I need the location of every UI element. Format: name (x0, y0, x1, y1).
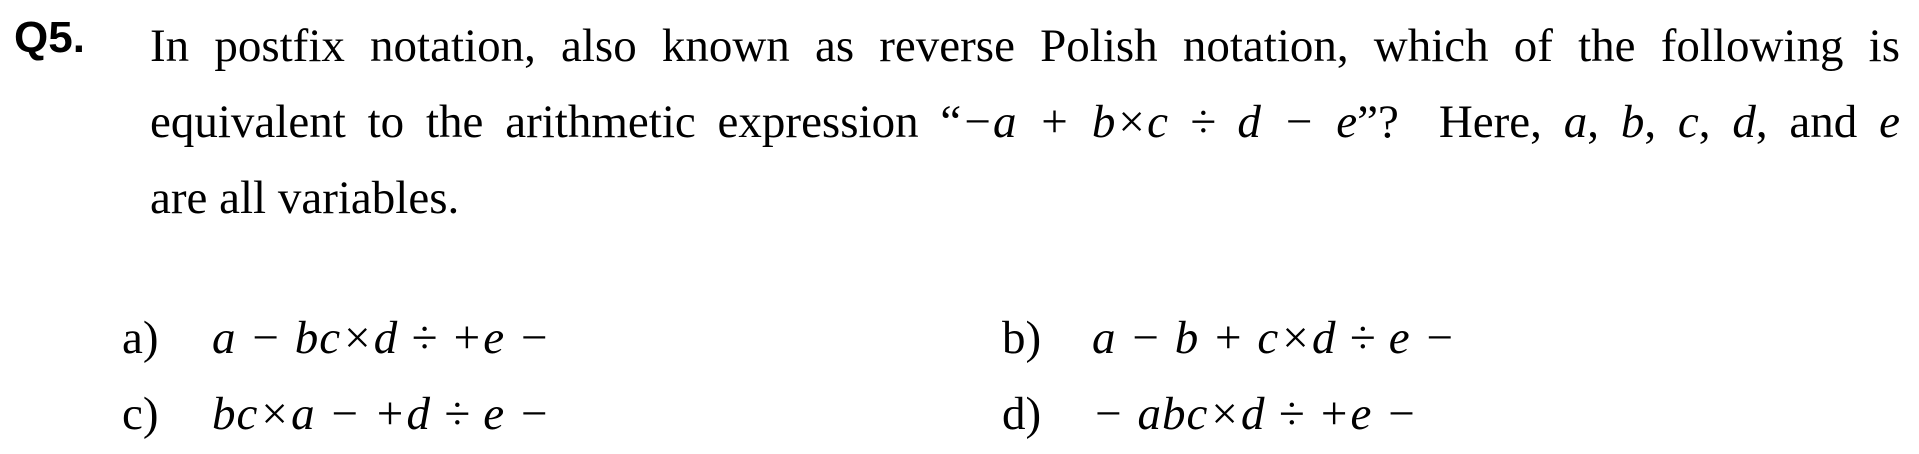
choice-expression: a − b + c×d ÷ e − (1092, 312, 1457, 364)
question-line-1: In postfix notation, also known as reverse Polish notation, which of the following is (150, 20, 1900, 72)
choice-expression: a − bc×d ÷ +e − (212, 312, 551, 364)
choice-label: b) (1002, 312, 1042, 364)
question-number: Q5. (14, 13, 85, 62)
variable-a: a (1563, 96, 1588, 148)
choice-b[interactable] (1002, 310, 1456, 366)
variable-b: b (1620, 96, 1645, 148)
choice-label: c) (122, 388, 159, 440)
variable-d: d (1732, 96, 1756, 148)
question-line-2: equivalent to the arithmetic expression “−a + b×c ÷ d − e”? Here, a, b, c, d, and e (150, 96, 1900, 148)
question-line-2-suffix: ”? (1357, 96, 1399, 148)
question-line-2-prefix: equivalent to the arithmetic expression “ (150, 96, 962, 148)
variable-e: e (1879, 96, 1900, 148)
choice-label: d) (1002, 388, 1042, 440)
variable-c: c (1677, 96, 1699, 148)
question-line-3: are all variables. (150, 172, 460, 224)
choice-expression: − abc×d ÷ +e − (1092, 388, 1418, 440)
here-text: Here, (1438, 96, 1542, 148)
choice-a[interactable] (122, 310, 551, 366)
choice-c[interactable] (122, 386, 551, 442)
arithmetic-expression: −a + b×c ÷ d − e (961, 96, 1358, 148)
choice-label: a) (122, 312, 159, 364)
choice-expression: bc×a − +d ÷ e − (212, 388, 551, 440)
question-stem (150, 8, 1900, 236)
choice-d[interactable] (1002, 386, 1418, 442)
